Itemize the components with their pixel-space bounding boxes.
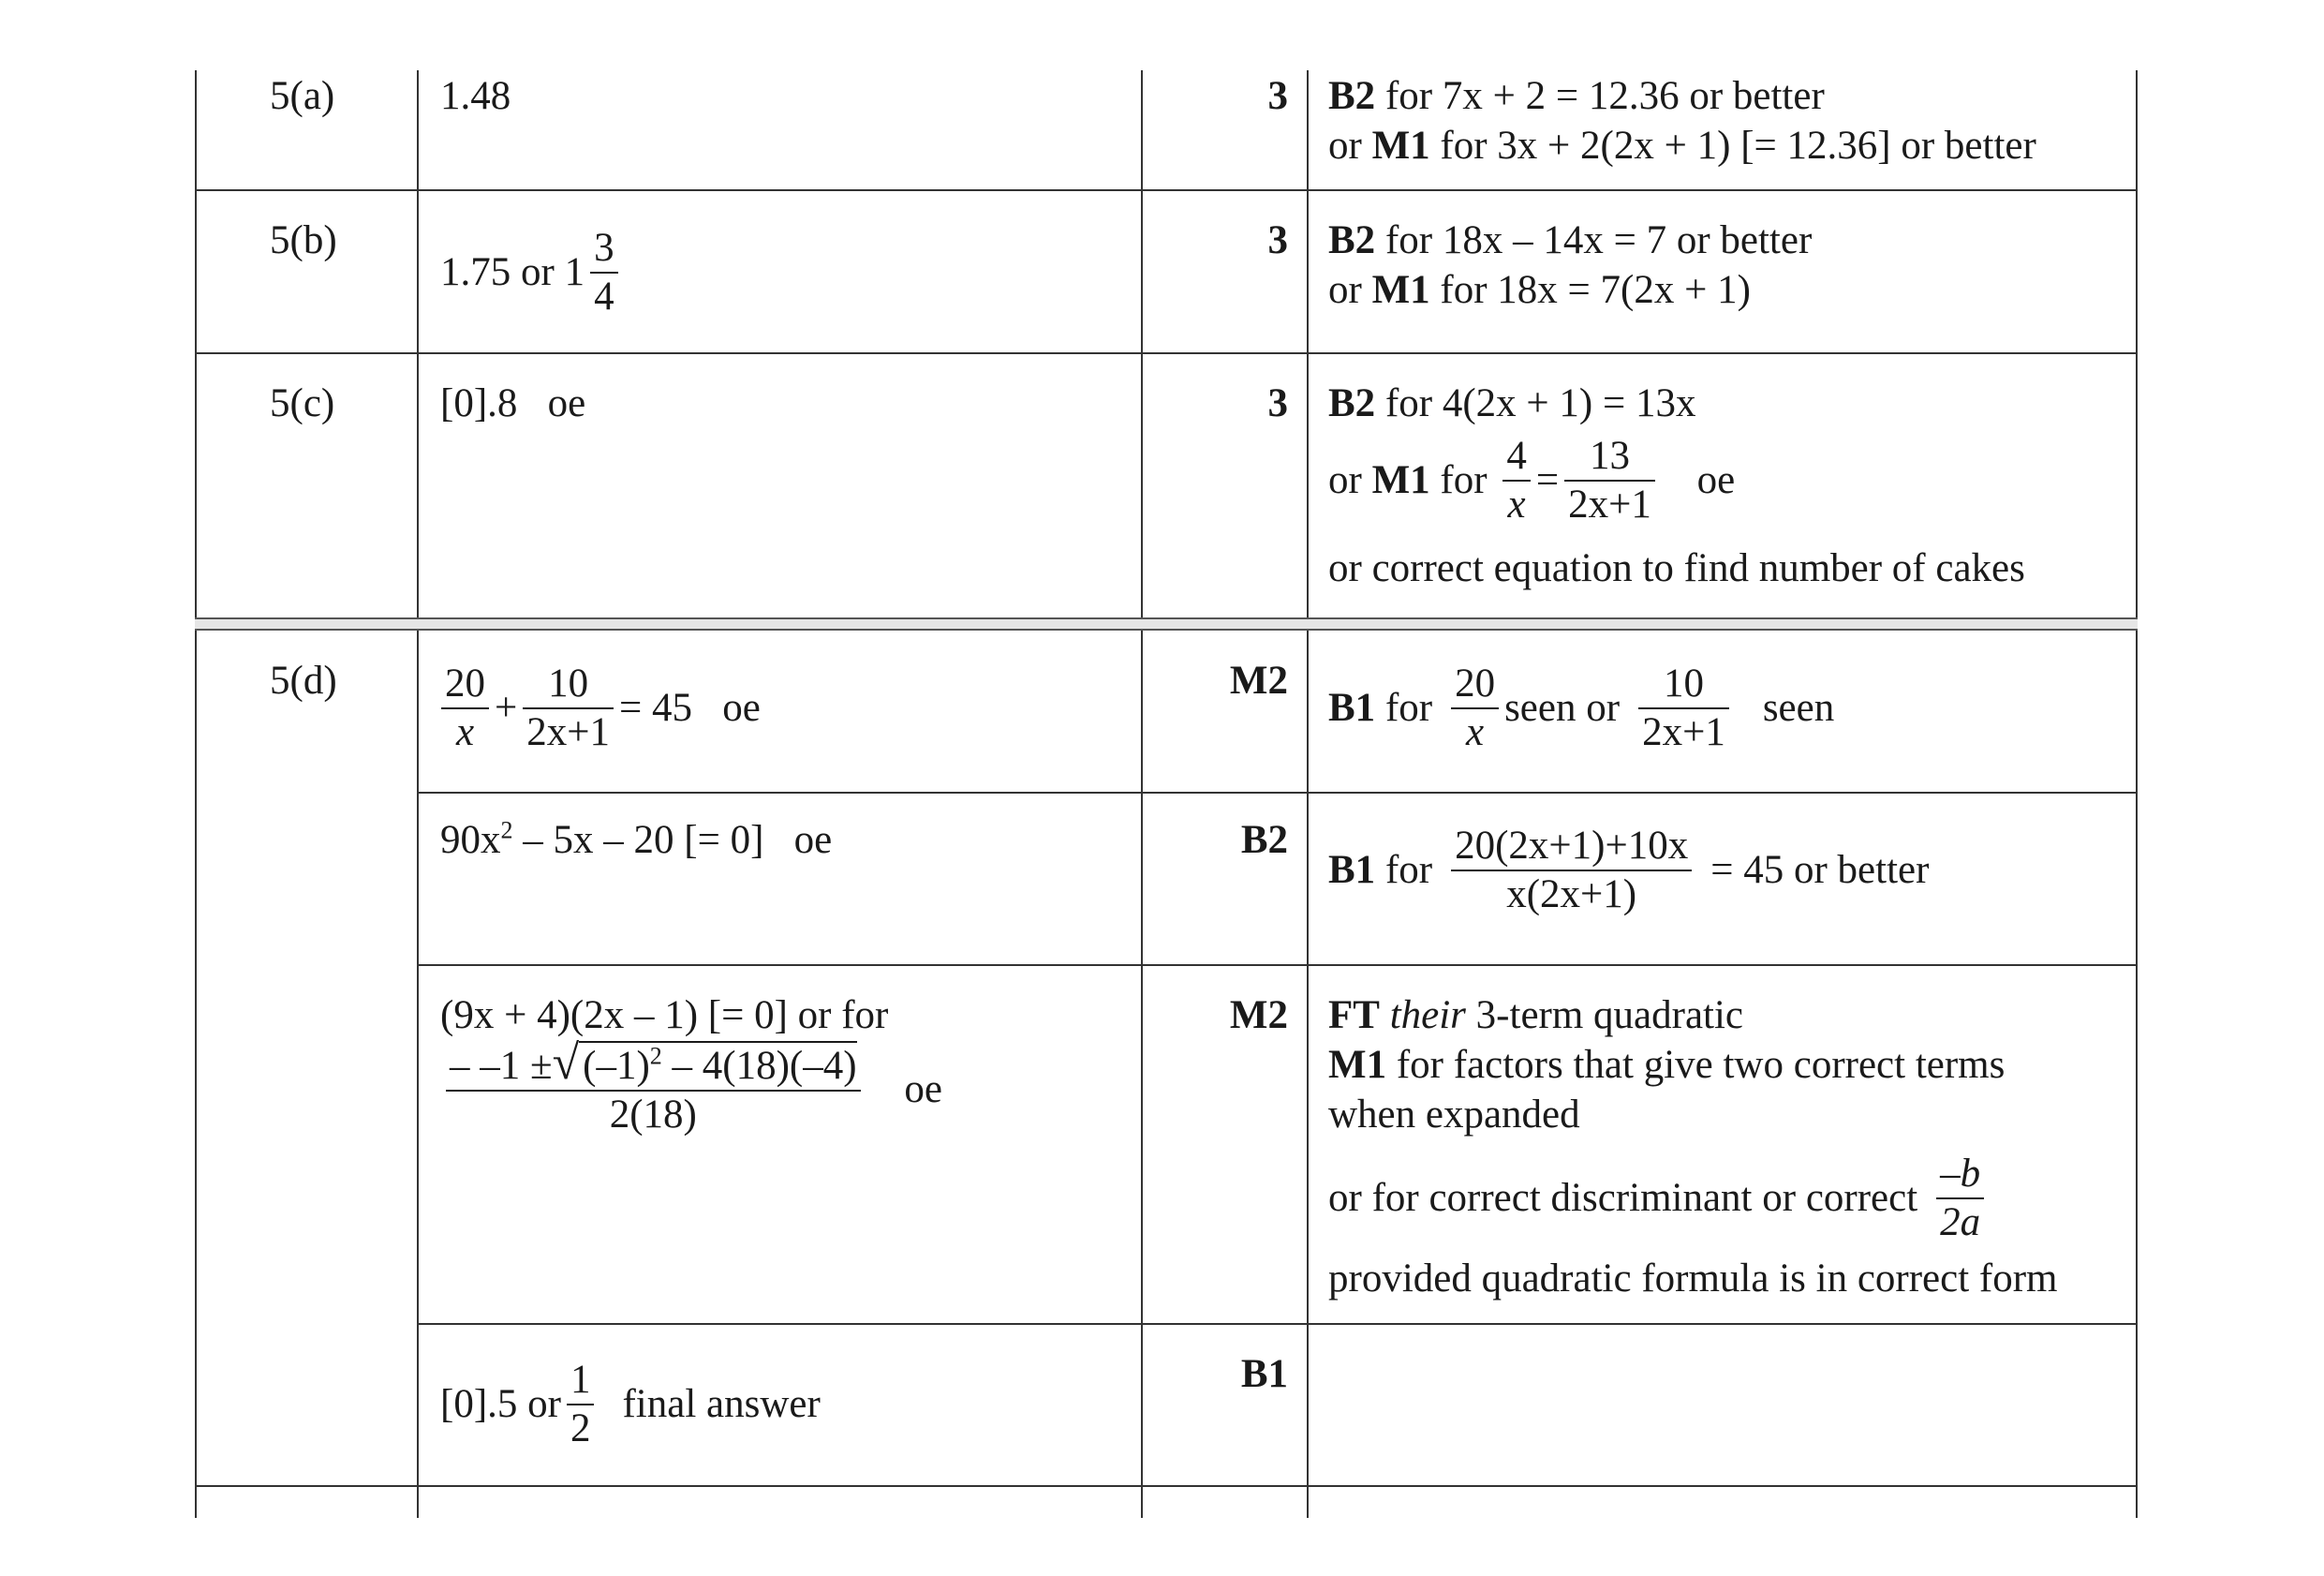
row-border xyxy=(417,964,2138,966)
mark-code: M1 xyxy=(1371,458,1430,502)
numerator: 13 xyxy=(1564,433,1655,482)
or-text: or xyxy=(1328,124,1372,168)
guidance-line xyxy=(1328,265,1751,316)
answer-text xyxy=(440,815,832,866)
mark-code: M1 xyxy=(1328,1043,1387,1087)
answer-text: [0].8 oe xyxy=(440,381,586,425)
numerator: 3 xyxy=(590,225,618,274)
question-label: 5(d) xyxy=(270,659,337,703)
denominator: 2a xyxy=(1940,1200,1981,1244)
radicand xyxy=(579,1041,856,1090)
marks: M2 xyxy=(1229,993,1288,1037)
formula-prefix: – –1 ± xyxy=(450,1044,553,1088)
question-label: 5(a) xyxy=(270,74,335,118)
marks: 3 xyxy=(1267,74,1288,118)
marks: 3 xyxy=(1267,381,1288,425)
answer-prefix: 1.75 or 1 xyxy=(440,250,585,294)
numerator: 10 xyxy=(523,661,614,709)
denominator: 2x+1 xyxy=(1568,483,1651,527)
numerator xyxy=(446,1036,861,1092)
question-label: 5(b) xyxy=(270,218,337,262)
fraction xyxy=(1451,823,1692,918)
guidance-text: for 4(2x + 1) = 13x xyxy=(1375,381,1696,425)
section-separator xyxy=(195,617,2138,631)
answer-text xyxy=(440,1357,821,1452)
guidance-text: for 18x = 7(2x + 1) xyxy=(1429,268,1751,312)
denominator: x(2x+1) xyxy=(1506,872,1637,916)
guidance-text: for xyxy=(1375,686,1433,730)
denominator: 2x+1 xyxy=(1642,710,1725,754)
mark-code: B2 xyxy=(1328,218,1376,262)
fraction xyxy=(446,1036,861,1138)
or-text: or xyxy=(1328,458,1372,502)
guidance-text: 3-term quadratic xyxy=(1465,993,1744,1037)
equals: = xyxy=(1535,458,1560,502)
fraction xyxy=(1936,1151,1984,1246)
radicand-term: – 4(18)(–4) xyxy=(661,1044,857,1088)
denominator: x xyxy=(1507,483,1526,527)
guidance-line: or correct equation to find number of cakes xyxy=(1328,546,2025,590)
answer-suffix: = 45 oe xyxy=(619,686,761,730)
mark-code: FT xyxy=(1328,993,1380,1037)
guidance-text: seen xyxy=(1762,686,1835,730)
plus-sign: + xyxy=(495,686,518,730)
guidance-text: or for correct discriminant or correct xyxy=(1328,1176,1918,1220)
guidance-text: seen or xyxy=(1504,686,1621,730)
sqrt-icon: √ xyxy=(552,1036,580,1090)
mark-code: B2 xyxy=(1328,381,1376,425)
exponent: 2 xyxy=(649,1042,662,1070)
marks: M2 xyxy=(1229,659,1288,703)
answer-prefix: [0].5 or xyxy=(440,1382,561,1426)
denominator: x xyxy=(455,710,475,754)
numerator: 20(2x+1)+10x xyxy=(1451,823,1692,871)
exponent: 2 xyxy=(500,816,513,844)
guidance-text: for 7x + 2 = 12.36 or better xyxy=(1375,74,1825,118)
denominator: 2 xyxy=(570,1406,591,1450)
fraction xyxy=(1564,433,1655,528)
guidance-text: for factors that give two correct terms xyxy=(1386,1043,2006,1087)
numerator: 20 xyxy=(1451,661,1499,709)
answer-equation xyxy=(436,661,761,756)
mark-code: M1 xyxy=(1371,124,1430,168)
answer-term: 90x xyxy=(440,818,501,862)
answer-text: 1.48 xyxy=(440,74,511,118)
quadratic-formula xyxy=(440,1036,942,1138)
fraction xyxy=(1451,661,1499,756)
oe-text: oe xyxy=(1696,458,1736,502)
row-border xyxy=(417,1323,2138,1325)
numerator: 4 xyxy=(1502,433,1531,482)
row-border xyxy=(195,189,2138,191)
guidance-line xyxy=(1328,379,1695,429)
fraction xyxy=(1502,433,1531,528)
guidance-text: for xyxy=(1429,458,1488,502)
mark-code: B2 xyxy=(1328,74,1376,118)
row-border xyxy=(195,352,2138,354)
mark-code: B1 xyxy=(1328,686,1376,730)
fraction xyxy=(441,661,489,756)
answer-text xyxy=(440,225,624,320)
numerator: 1 xyxy=(567,1357,595,1405)
guidance-line xyxy=(1328,1151,1990,1246)
guidance-text: for 3x + 2(2x + 1) [= 12.36] or better xyxy=(1429,124,2036,168)
mark-code: M1 xyxy=(1371,268,1430,312)
column-border-question xyxy=(417,70,419,1518)
numerator: 10 xyxy=(1638,661,1729,709)
guidance-text: = 45 or better xyxy=(1710,848,1930,892)
guidance-line: provided quadratic formula is in correct form xyxy=(1328,1256,2058,1301)
column-border-left xyxy=(195,70,197,1518)
column-border-right xyxy=(2136,70,2138,1518)
guidance-line xyxy=(1328,823,1929,918)
fraction xyxy=(590,225,618,320)
guidance-line xyxy=(1328,121,2036,171)
denominator: 4 xyxy=(594,275,614,319)
marks: B2 xyxy=(1240,818,1288,862)
oe-text: oe xyxy=(904,1066,942,1111)
guidance-line xyxy=(1328,1040,2005,1091)
question-label: 5(c) xyxy=(270,381,335,425)
guidance-line xyxy=(1328,433,1735,528)
marks: B1 xyxy=(1240,1352,1288,1396)
numerator: –b xyxy=(1936,1151,1984,1199)
answer-suffix: final answer xyxy=(622,1382,821,1426)
guidance-text: for xyxy=(1375,848,1433,892)
guidance-text: for 18x – 14x = 7 or better xyxy=(1375,218,1813,262)
denominator: 2(18) xyxy=(609,1093,697,1137)
fraction xyxy=(1638,661,1729,756)
guidance-line xyxy=(1328,216,1812,266)
column-border-marks xyxy=(1307,70,1309,1518)
column-border-answer xyxy=(1141,70,1143,1518)
row-border xyxy=(417,792,2138,794)
fraction xyxy=(523,661,614,756)
row-border xyxy=(195,1485,2138,1487)
answer-term: – 5x – 20 [= 0] oe xyxy=(512,818,833,862)
guidance-line: when expanded xyxy=(1328,1093,1580,1137)
fraction xyxy=(567,1357,595,1452)
guidance-text: their xyxy=(1379,993,1466,1037)
mark-code: B1 xyxy=(1328,848,1376,892)
guidance-line xyxy=(1328,661,1834,756)
numerator: 20 xyxy=(441,661,489,709)
marks: 3 xyxy=(1267,218,1288,262)
answer-text: (9x + 4)(2x – 1) [= 0] or for xyxy=(440,993,889,1037)
denominator: x xyxy=(1466,710,1485,754)
denominator: 2x+1 xyxy=(526,710,611,754)
guidance-line xyxy=(1328,71,1825,122)
or-text: or xyxy=(1328,268,1372,312)
guidance-line xyxy=(1328,990,1743,1041)
radicand-term: (–1) xyxy=(583,1044,650,1088)
